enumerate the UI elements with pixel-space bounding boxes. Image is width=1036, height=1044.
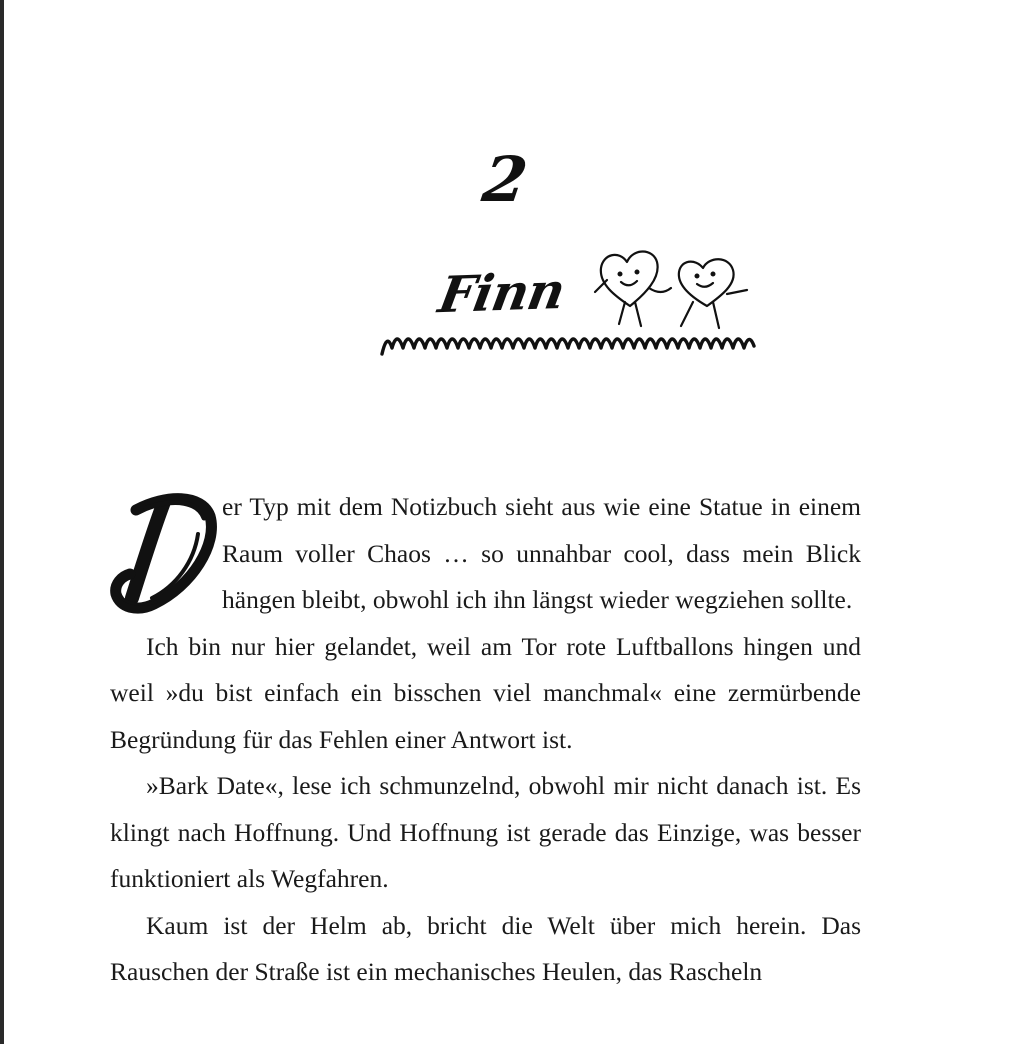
- dropcap: [106, 488, 218, 616]
- paragraph-4: Kaum ist der Helm ab, bricht die Welt über mich herein. Das Rauschen der Straße ist ein mechanisches Heulen, das Rascheln: [110, 910, 861, 986]
- right-heart-shape: [679, 259, 734, 306]
- wavy-line-icon: [378, 318, 758, 360]
- page-edge: [0, 0, 4, 1044]
- paragraph-3: »Bark Date«, lese ich schmunzelnd, obwohl mir nicht danach ist. Es klingt nach Hoffnung. Und Hoffnung ist gerade das Einzige, was besser funktioniert als Wegfahren.: [110, 771, 861, 893]
- paragraph-1-text: er Typ mit dem Notizbuch sieht aus wie eine Statue in einem Raum voller Chaos … so unnahbar cool, dass mein Blick hängen bleibt, obwohl ich ihn längst wieder wegziehen sollte.: [222, 492, 861, 614]
- chapter-body: [110, 484, 861, 996]
- brush-letter-d-icon: [106, 488, 218, 616]
- paragraph-2: Ich bin nur hier gelandet, weil am Tor rote Luftballons hingen und weil »du bist einfach ein bisschen viel manchmal« eine zermürbende Begründung für das Fehlen einer Antwort ist.: [110, 631, 861, 754]
- chapter-number: 2: [478, 143, 532, 216]
- left-heart-shape: [601, 252, 658, 307]
- chapter-title: Finn: [434, 260, 569, 325]
- paragraph-1: [110, 484, 861, 624]
